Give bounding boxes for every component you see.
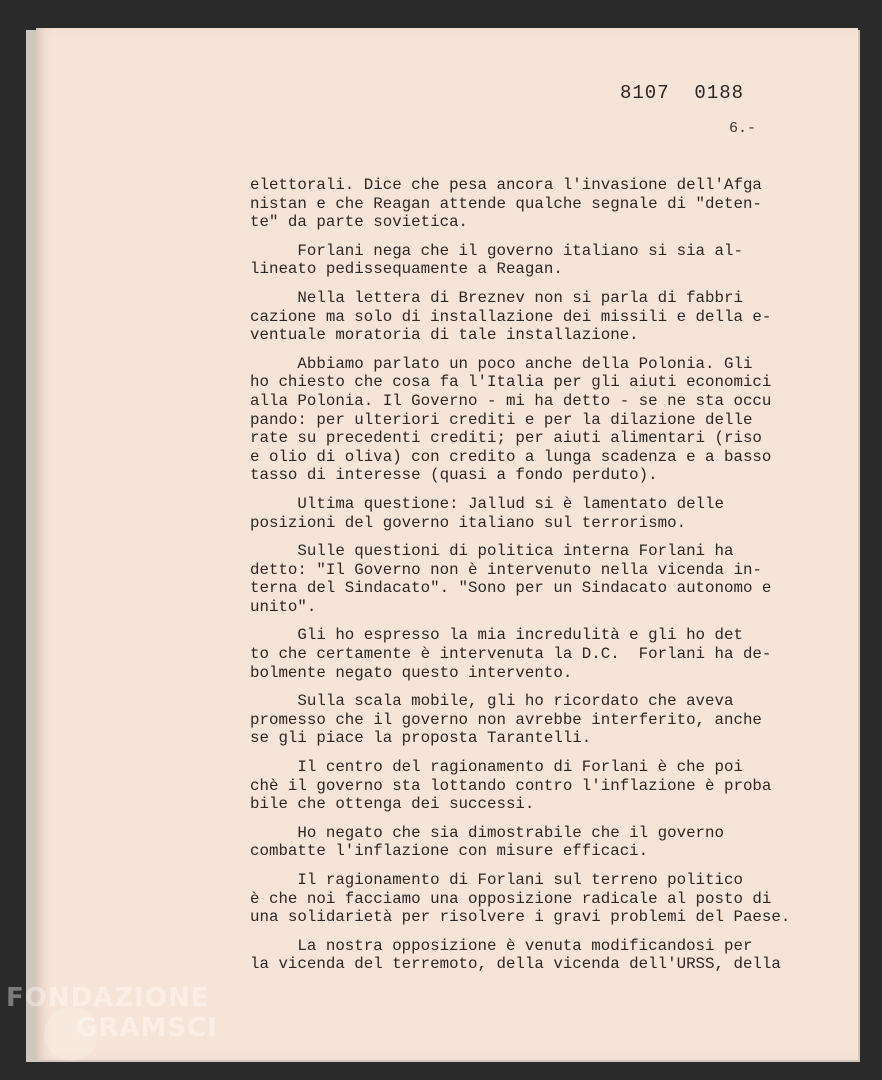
document-number: 8107 0188	[620, 82, 745, 104]
paragraph	[250, 242, 795, 279]
text-line: e olio di oliva) con credito a lunga scadenza e a basso	[250, 447, 772, 466]
paragraph	[250, 824, 795, 861]
text-line: nistan e che Reagan attende qualche segnale di "deten-	[250, 194, 762, 213]
text-line: Abbiamo parlato un poco anche della Polonia. Gli	[250, 354, 753, 373]
text-line: alla Polonia. Il Governo - mi ha detto - se ne sta occu	[250, 391, 772, 410]
paragraph	[250, 289, 795, 345]
text-line: terna del Sindacato". "Sono per un Sindacato autonomo e	[250, 579, 772, 598]
text-line: detto: "Il Governo non è intervenuto nella vicenda in-	[250, 560, 762, 579]
paragraph	[250, 542, 795, 616]
typed-body	[250, 176, 795, 984]
text-line: Gli ho espresso la mia incredulità e gli ho det	[250, 626, 743, 645]
text-line: Ho negato che sia dimostrabile che il governo	[250, 823, 724, 842]
text-line: pando: per ulteriori crediti e per la dilazione delle	[250, 410, 753, 429]
paragraph	[250, 495, 795, 532]
text-line: è che noi facciamo una opposizione radicale al posto di	[250, 889, 772, 908]
text-line: cazione ma solo di installazione dei missili e della e-	[250, 307, 772, 326]
text-line: La nostra opposizione è venuta modificandosi per	[250, 936, 753, 955]
text-line: Il ragionamento di Forlani sul terreno politico	[250, 871, 743, 889]
text-line: promesso che il governo non avrebbe interferito, anche	[250, 710, 762, 729]
paragraph	[250, 355, 795, 485]
watermark-line-1: FONDAZIONE	[6, 983, 210, 1013]
text-line: ventuale moratoria di tale installazione.	[250, 326, 639, 345]
text-line: rate su precedenti crediti; per aiuti alimentari (riso	[250, 429, 762, 448]
text-line: Sulle questioni di politica interna Forlani ha	[250, 542, 734, 561]
paragraph	[250, 758, 795, 814]
page-number: 6.-	[729, 120, 757, 137]
text-line: Sulla scala mobile, gli ho ricordato che aveva	[250, 692, 734, 711]
paragraph	[250, 871, 795, 927]
text-line: to che certamente è intervenuta la D.C. Forlani ha de-	[250, 645, 772, 664]
text-line: elettorali. Dice che pesa ancora l'invasione dell'Afga	[250, 176, 762, 194]
text-line: Ultima questione: Jallud si è lamentato delle	[250, 494, 724, 513]
text-line: posizioni del governo italiano sul terrorismo.	[250, 513, 687, 532]
text-line: bile che ottenga dei successi.	[250, 795, 535, 814]
watermark-line-2: GRAMSCI	[76, 1013, 218, 1043]
text-line: se gli piace la proposta Tarantelli.	[250, 729, 592, 748]
fondazione-gramsci-watermark	[6, 985, 218, 1041]
text-line: una solidarietà per risolvere i gravi problemi del Paese.	[250, 908, 791, 927]
text-line: Il centro del ragionamento di Forlani è che poi	[250, 758, 743, 777]
text-line: Forlani nega che il governo italiano si sia al-	[250, 241, 743, 260]
paragraph	[250, 937, 795, 974]
paragraph	[250, 692, 795, 748]
text-line: la vicenda del terremoto, della vicenda dell'URSS, della	[250, 955, 781, 974]
text-line: tasso di interesse (quasi a fondo perduto).	[250, 466, 658, 485]
text-line: lineato pedissequamente a Reagan.	[250, 260, 563, 279]
text-line: ho chiesto che cosa fa l'Italia per gli aiuti economici	[250, 373, 772, 392]
text-line: chè il governo sta lottando contro l'inflazione è proba	[250, 776, 772, 795]
watermark-emblem-icon	[44, 1007, 98, 1061]
text-line: combatte l'inflazione con misure efficaci.	[250, 842, 649, 861]
text-line: Nella lettera di Breznev non si parla di fabbri	[250, 288, 743, 307]
paragraph	[250, 626, 795, 682]
text-line: bolmente negato questo intervento.	[250, 663, 573, 682]
paragraph	[250, 176, 795, 232]
text-line: unito".	[250, 597, 317, 616]
text-line: te" da parte sovietica.	[250, 213, 469, 232]
